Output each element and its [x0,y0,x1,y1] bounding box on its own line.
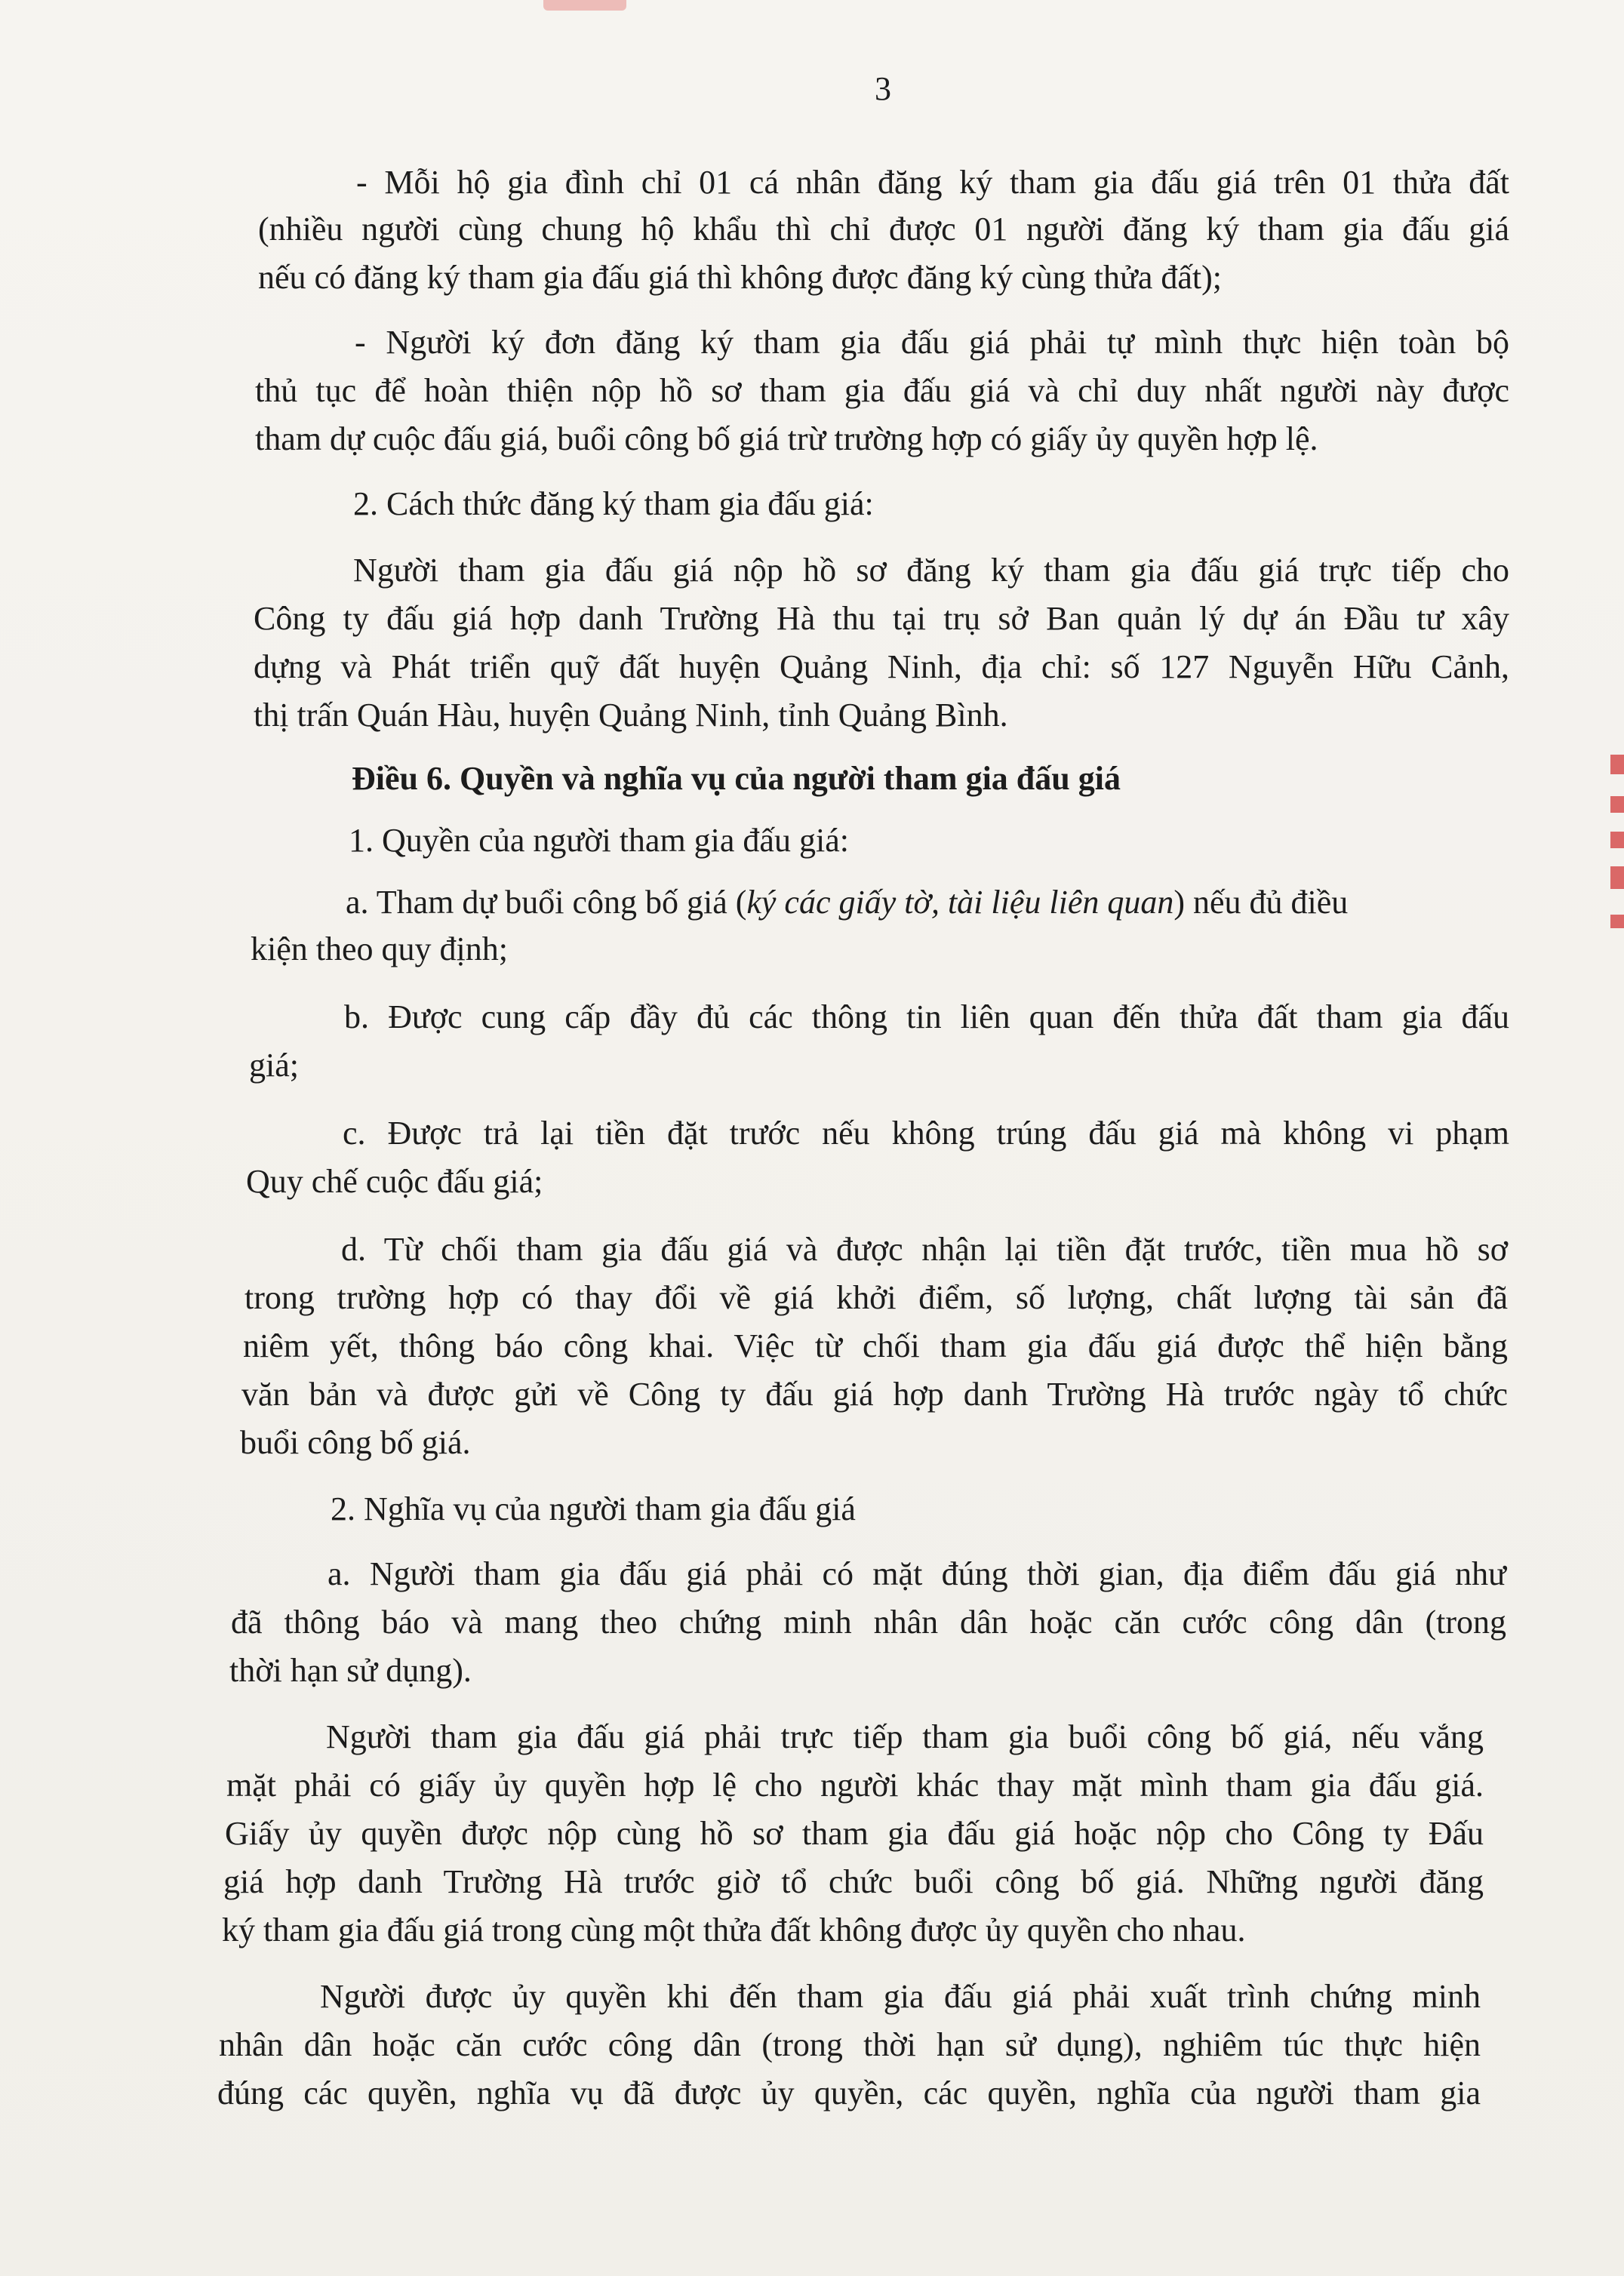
text-line: Người được ủy quyền khi đến tham gia đấu giá phải xuất trình chứng minh [320,1978,1481,2015]
text-line: a. Người tham gia đấu giá phải có mặt đúng thời gian, địa điểm đấu giá như [328,1555,1506,1592]
text-line: đúng các quyền, nghĩa vụ đã được ủy quyền, các quyền, nghĩa của người tham gia [217,2075,1481,2111]
section-heading: 2. Cách thức đăng ký tham gia đấu giá: [353,485,874,522]
red-stamp-edge-mark [1610,866,1624,889]
text-line: Quy chế cuộc đấu giá; [246,1163,543,1200]
text-line: tham dự cuộc đấu giá, buổi công bố giá trừ trường hợp có giấy ủy quyền hợp lệ. [255,420,1318,457]
red-stamp-edge-mark [1610,832,1624,848]
text-line: thị trấn Quán Hàu, huyện Quảng Ninh, tỉnh Quảng Bình. [254,697,1008,734]
text-line: - Mỗi hộ gia đình chỉ 01 cá nhân đăng ký tham gia đấu giá trên 01 thửa đất [356,164,1509,201]
text-line: Người tham gia đấu giá phải trực tiếp tham gia buổi công bố giá, nếu vắng [326,1718,1484,1755]
section-heading: 2. Nghĩa vụ của người tham gia đấu giá [331,1490,856,1527]
text-line: kiện theo quy định; [251,930,508,967]
text-line: trong trường hợp có thay đổi về giá khởi điểm, số lượng, chất lượng tài sản đã [245,1279,1508,1316]
text-line: dựng và Phát triển quỹ đất huyện Quảng Ninh, địa chỉ: số 127 Nguyễn Hữu Cảnh, [254,648,1509,685]
section-heading: 1. Quyền của người tham gia đấu giá: [349,822,849,859]
text-line: nếu có đăng ký tham gia đấu giá thì không được đăng ký cùng thửa đất); [258,259,1222,296]
red-stamp-edge-mark [1610,755,1624,774]
text-segment: a. Tham dự buổi công bố giá ( [346,884,747,921]
text-line: c. Được trả lại tiền đặt trước nếu không trúng đấu giá mà không vi phạm [343,1115,1509,1152]
text-line: nhân dân hoặc căn cước công dân (trong thời hạn sử dụng), nghiêm túc thực hiện [219,2026,1481,2063]
text-line: đã thông báo và mang theo chứng minh nhân dân hoặc căn cước công dân (trong [231,1604,1506,1641]
top-edge-stain [543,0,626,11]
text-line: - Người ký đơn đăng ký tham gia đấu giá phải tự mình thực hiện toàn bộ [355,324,1509,361]
red-stamp-edge-mark [1610,796,1624,813]
text-line: Công ty đấu giá hợp danh Trường Hà thu tại trụ sở Ban quản lý dự án Đầu tư xây [254,600,1509,637]
text-line: (nhiều người cùng chung hộ khẩu thì chỉ được 01 người đăng ký tham gia đấu giá [258,211,1509,248]
italic-text-segment: ký các giấy tờ, tài liệu liên quan [746,884,1174,921]
text-line: giá; [249,1047,299,1084]
red-stamp-edge-mark [1610,915,1624,928]
text-line: mặt phải có giấy ủy quyền hợp lệ cho người khác thay mặt mình tham gia đấu giá. [226,1767,1484,1804]
text-line: b. Được cung cấp đầy đủ các thông tin liên quan đến thửa đất tham gia đấu [344,998,1509,1035]
text-line: thời hạn sử dụng). [229,1652,472,1689]
text-segment: ) nếu đủ điều [1173,884,1349,921]
text-line [346,886,1348,919]
text-line: buổi công bố giá. [240,1424,471,1461]
text-line: d. Từ chối tham gia đấu giá và được nhận lại tiền đặt trước, tiền mua hồ sơ [341,1231,1508,1268]
text-line: Người tham gia đấu giá nộp hồ sơ đăng ký tham gia đấu giá trực tiếp cho [353,552,1509,589]
article-heading: Điều 6. Quyền và nghĩa vụ của người tham gia đấu giá [352,760,1121,797]
text-line: giá hợp danh Trường Hà trước giờ tổ chức buổi công bố giá. Những người đăng [223,1863,1484,1900]
text-line: ký tham gia đấu giá trong cùng một thửa đất không được ủy quyền cho nhau. [222,1912,1246,1948]
text-line: niêm yết, thông báo công khai. Việc từ chối tham gia đấu giá được thể hiện bằng [243,1327,1508,1364]
text-line: văn bản và được gửi về Công ty đấu giá hợp danh Trường Hà trước ngày tổ chức [241,1376,1508,1413]
page-number: 3 [875,70,891,107]
text-line: thủ tục để hoàn thiện nộp hồ sơ tham gia đấu giá và chỉ duy nhất người này được [255,372,1509,409]
text-line: Giấy ủy quyền được nộp cùng hồ sơ tham gia đấu giá hoặc nộp cho Công ty Đấu [225,1815,1484,1852]
